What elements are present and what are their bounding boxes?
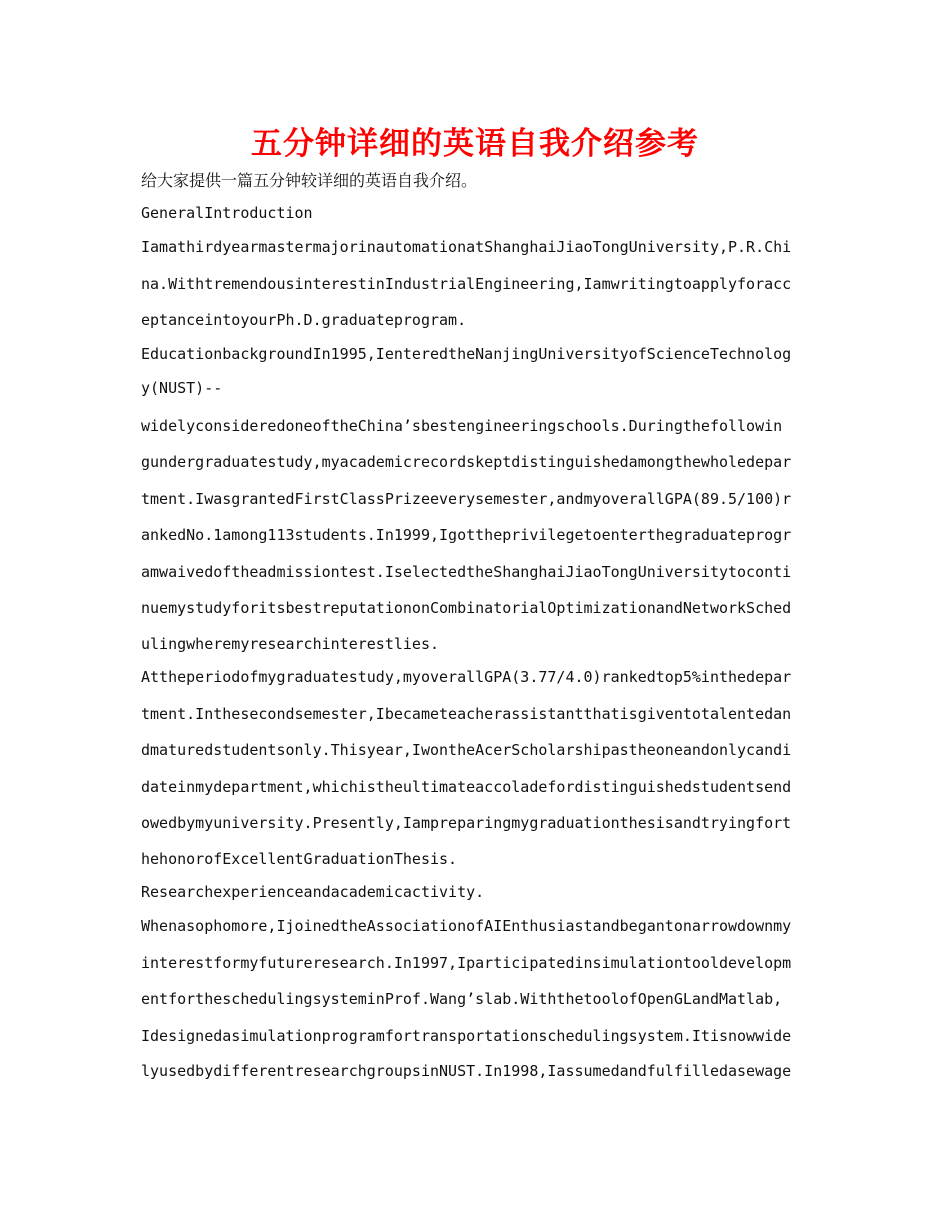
text-line: IamathirdyearmastermajorinautomationatShanghaiJiaoTongUniversity,P.R.Chi [141,238,792,256]
text-line: lyusedbydifferentresearchgroupsinNUST.In1998,Iassumedandfulfilledasewage [141,1062,792,1080]
text-line: GeneralIntroduction [141,204,313,222]
text-line: na.WithtremendousinterestinIndustrialEngineering,Iamwritingtoapplyforacc [141,275,792,293]
text-line: ulingwheremyresearchinterestlies. [141,635,440,653]
text-line: dmaturedstudentsonly.Thisyear,IwontheAcerScholarshipastheoneandonlycandi [141,741,792,759]
text-line: hehonorofExcellentGraduationThesis. [141,850,458,868]
text-line: entfortheschedulingsysteminProf.Wang’slab.WiththetoolofOpenGLandMatlab, [141,990,783,1008]
text-line: Researchexperienceandacademicactivity. [141,883,485,901]
text-line: eptanceintoyourPh.D.graduateprogram. [141,311,467,329]
text-line: dateinmydepartment,whichistheultimateaccoladefordistinguishedstudentsend [141,778,792,796]
text-line: Attheperiodofmygraduatestudy,myoverallGPA(3.77/4.0)rankedtop5%inthedepar [141,668,792,686]
text-line: amwaivedoftheadmissiontest.IselectedtheShanghaiJiaoTongUniversitytoconti [141,563,792,581]
text-line: interestformyfutureresearch.In1997,Iparticipatedinsimulationtooldevelopm [141,954,792,972]
page-title: 五分钟详细的英语自我介绍参考 [251,126,699,162]
text-line: Idesignedasimulationprogramfortransportationschedulingsystem.Itisnowwide [141,1027,792,1045]
intro-paragraph: 给大家提供一篇五分钟较详细的英语自我介绍。 [141,171,478,190]
text-line: Whenasophomore,IjoinedtheAssociationofAIEnthusiastandbegantonarrowdownmy [141,917,792,935]
text-line: tment.Inthesecondsemester,Ibecameteacherassistantthatisgiventotalentedan [141,705,792,723]
text-line: y(NUST)-- [141,379,223,397]
text-line: owedbymyuniversity.Presently,Iampreparingmygraduationthesisandtryingfort [141,814,792,832]
text-line: tment.IwasgrantedFirstClassPrizeeverysemester,andmyoverallGPA(89.5/100)r [141,490,792,508]
text-line: gundergraduatestudy,myacademicrecordskeptdistinguishedamongthewholedepar [141,453,792,471]
text-line: nuemystudyforitsbestreputationonCombinatorialOptimizationandNetworkSched [141,599,792,617]
text-line: widelyconsideredoneoftheChina’sbestengineeringschools.Duringthefollowin [141,417,783,435]
text-line: ankedNo.1among113students.In1999,Igottheprivilegetoenterthegraduateprogr [141,526,792,544]
text-line: EducationbackgroundIn1995,IenteredtheNanjingUniversityofScienceTechnolog [141,345,792,363]
